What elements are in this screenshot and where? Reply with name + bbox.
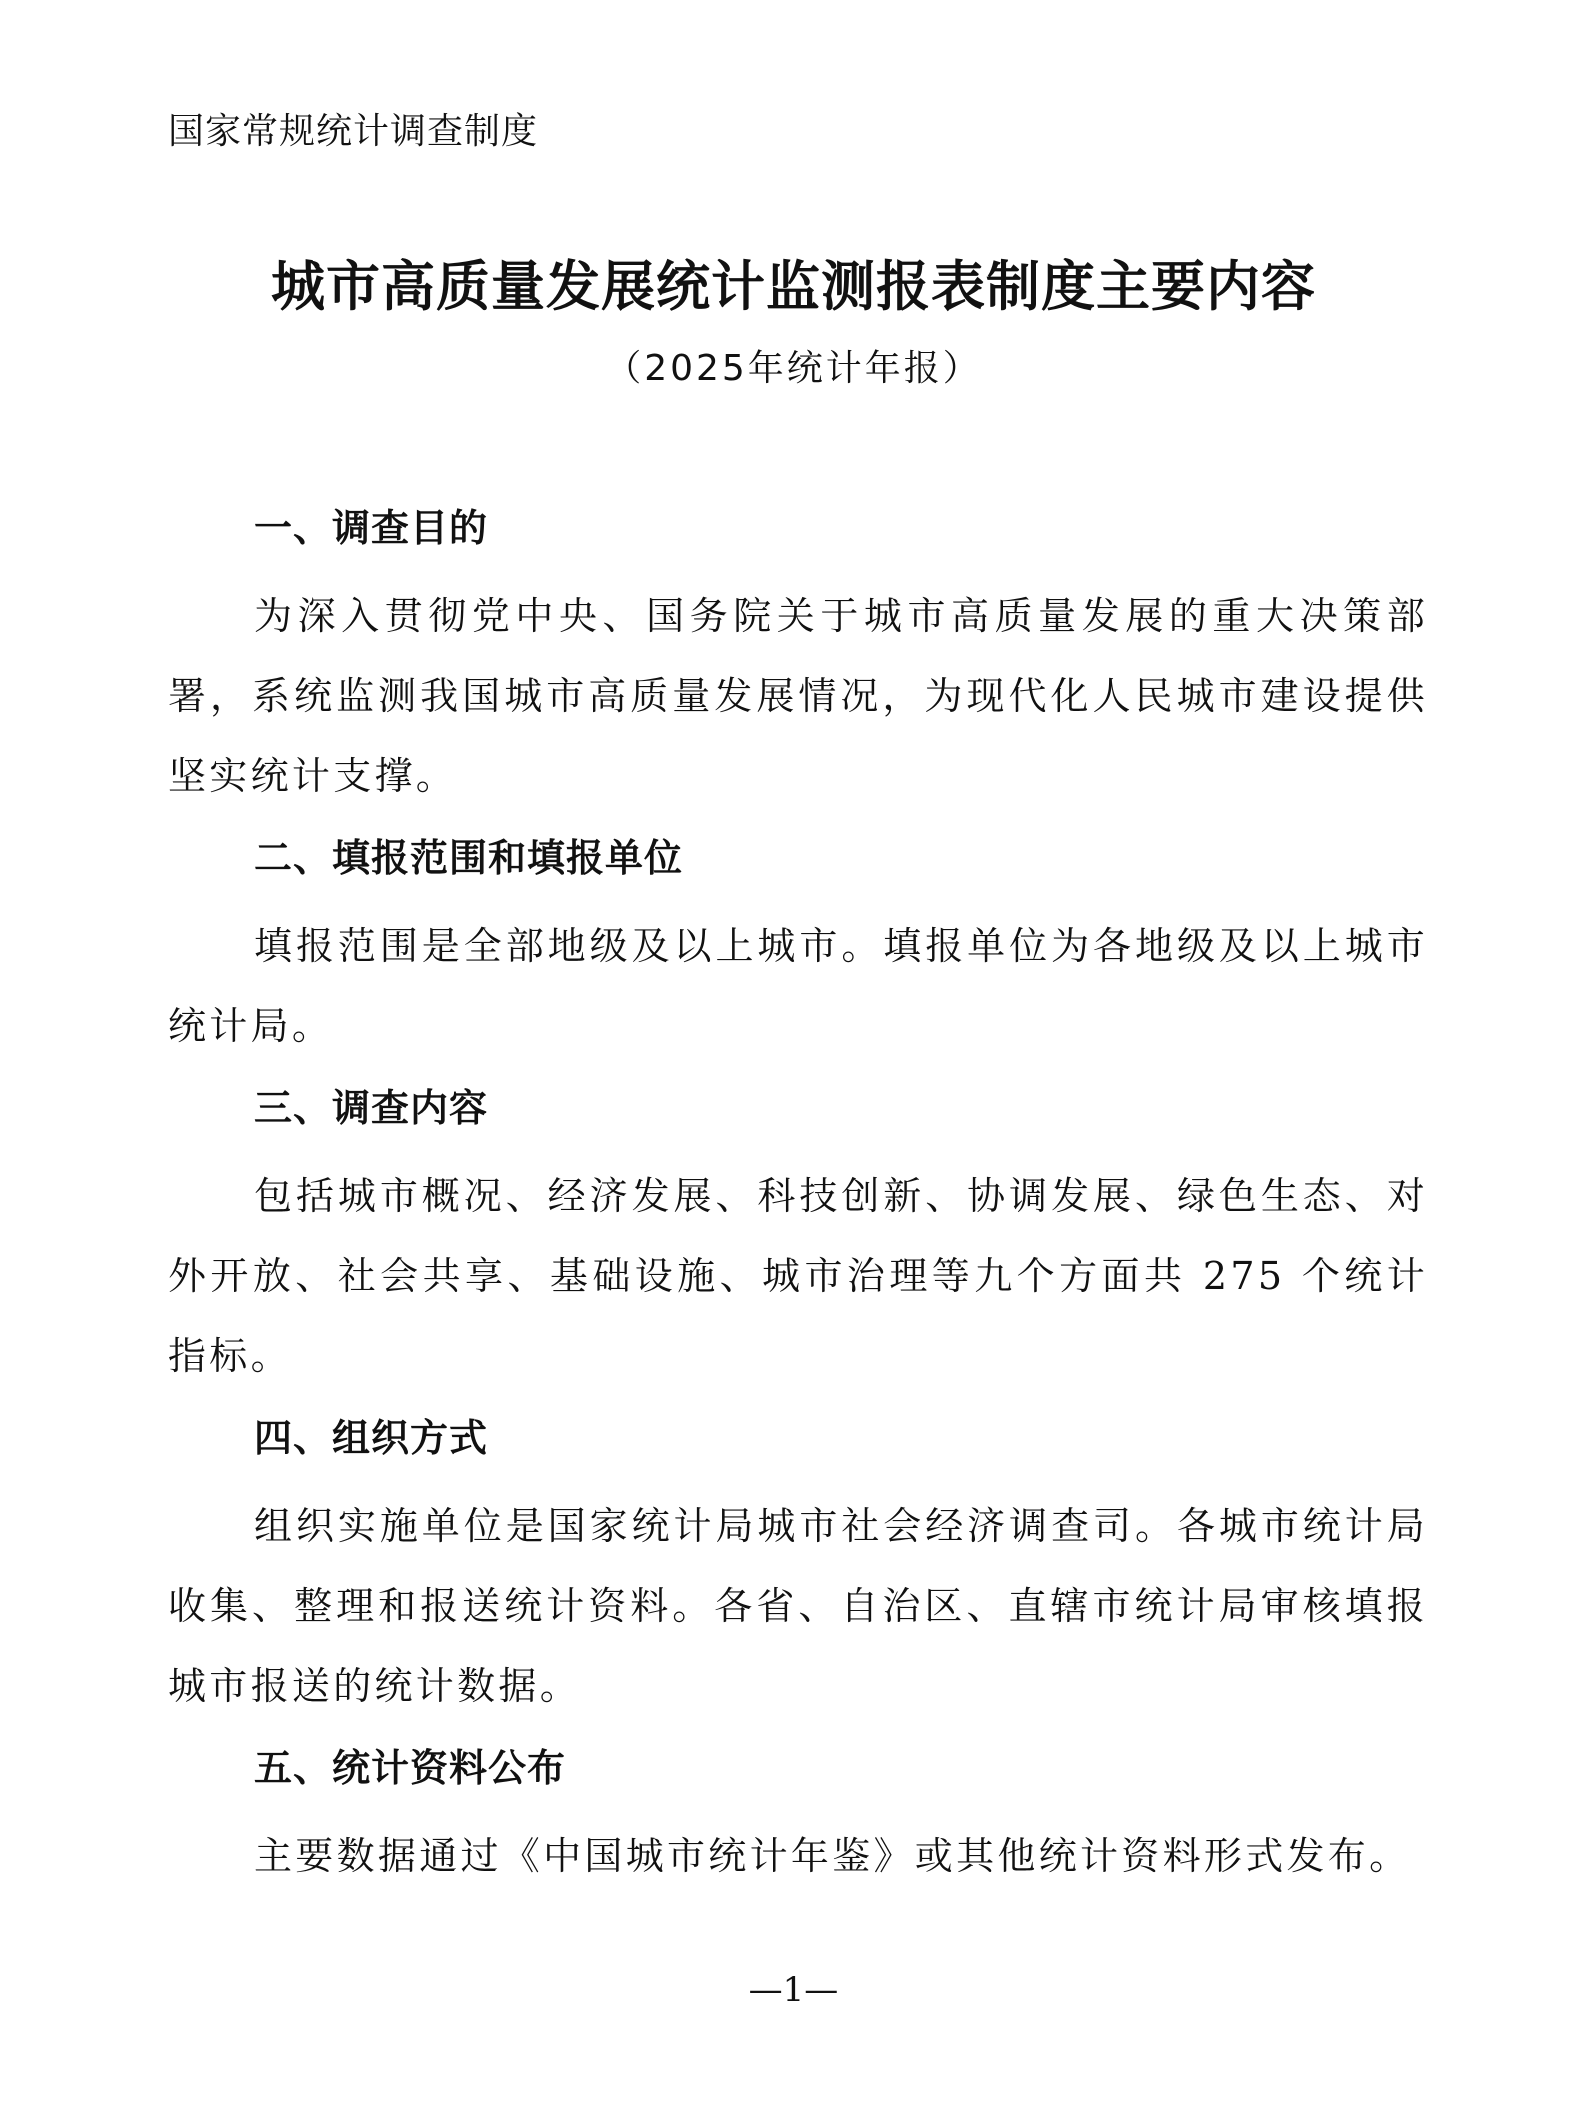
document-body: [168, 498, 1428, 1908]
page-number: —1—: [748, 1970, 839, 2010]
section-paragraph: 包括城市概况、经济发展、科技创新、协调发展、绿色生态、对外开放、社会共享、基础设施、城市治理等九个方面共 275 个统计指标。: [168, 1174, 1428, 1378]
section-paragraph: 组织实施单位是国家统计局城市社会经济调查司。各城市统计局收集、整理和报送统计资料。各省、自治区、直辖市统计局审核填报城市报送的统计数据。: [168, 1504, 1428, 1708]
section-heading: 四、组织方式: [254, 1416, 489, 1460]
section-publication: [168, 1738, 1428, 1896]
document-title: 城市高质量发展统计监测报表制度主要内容: [271, 254, 1316, 318]
section-paragraph: 填报范围是全部地级及以上城市。填报单位为各地级及以上城市统计局。: [168, 924, 1428, 1048]
section-organization: [168, 1408, 1428, 1726]
document-header: 国家常规统计调查制度: [168, 111, 539, 152]
section-purpose: [168, 498, 1428, 816]
section-heading: 三、调查内容: [254, 1086, 489, 1130]
section-paragraph: 为深入贯彻党中央、国务院关于城市高质量发展的重大决策部署，系统监测我国城市高质量发展情况，为现代化人民城市建设提供坚实统计支撑。: [168, 594, 1428, 798]
section-heading: 二、填报范围和填报单位: [254, 836, 684, 880]
section-heading: 五、统计资料公布: [254, 1746, 567, 1790]
section-heading: 一、调查目的: [254, 506, 489, 550]
section-content: [168, 1078, 1428, 1396]
section-paragraph: 主要数据通过《中国城市统计年鉴》或其他统计资料形式发布。: [254, 1834, 1411, 1878]
document-subtitle: （2025年统计年报）: [605, 348, 982, 389]
section-scope: [168, 828, 1428, 1066]
